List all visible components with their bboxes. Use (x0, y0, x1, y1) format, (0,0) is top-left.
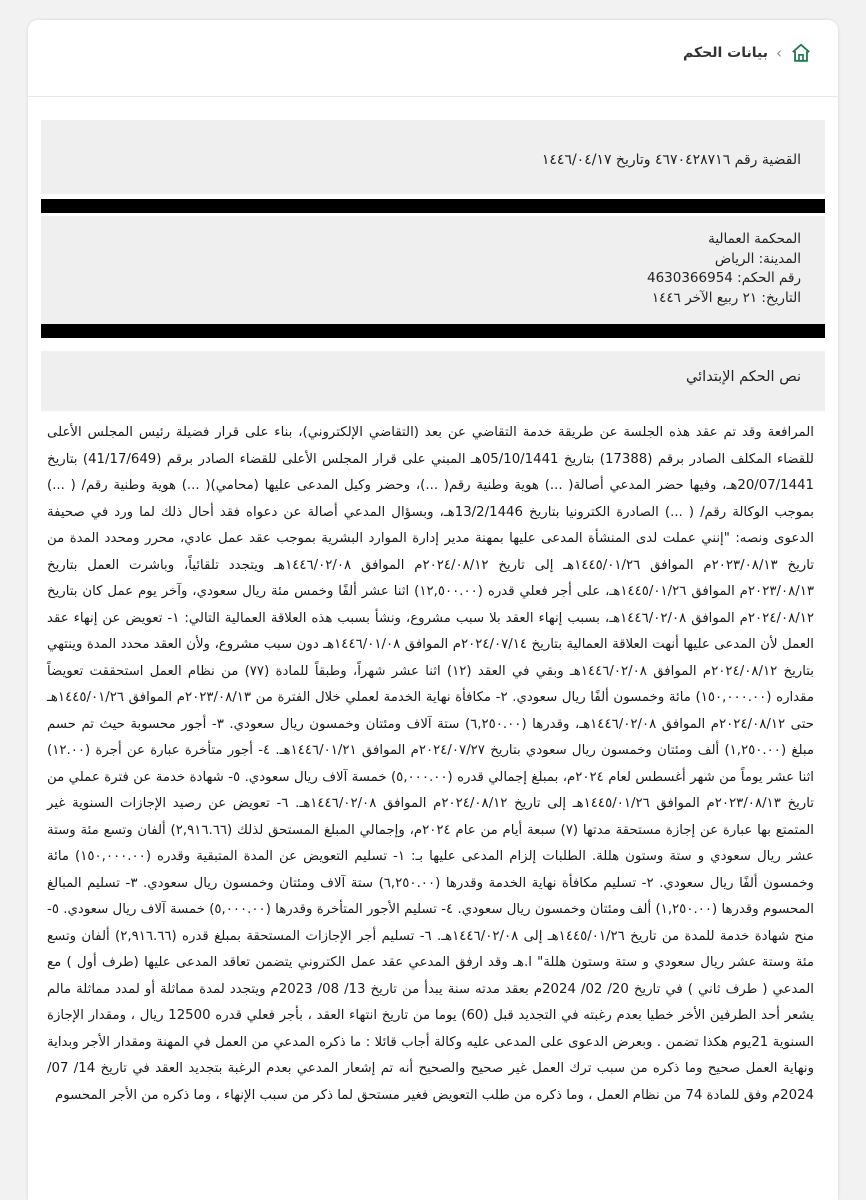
section-divider (41, 199, 825, 213)
case-title: القضية رقم ٤٦٧٠٤٢٨٧١٦ وتاريخ ١٤٤٦/٠٤/١٧ (541, 152, 801, 168)
judgment-date: التاريخ: ٢١ ربيع الآخر ١٤٤٦ (651, 289, 801, 306)
court-name: المحكمة العمالية (708, 231, 801, 247)
section-header-panel (41, 351, 825, 411)
header-divider (28, 96, 838, 97)
judgment-page (28, 20, 838, 1200)
home-icon[interactable] (790, 42, 812, 64)
court-panel (41, 216, 825, 328)
chevron-left-icon: › (776, 44, 782, 62)
court-city: المدينة: الرياض (714, 250, 801, 267)
section-divider (41, 324, 825, 338)
case-panel (41, 120, 825, 194)
judgment-number: رقم الحكم: 4630366954 (646, 270, 801, 286)
section-title: نص الحكم الإبتدائي (686, 369, 801, 385)
judgment-paragraph: المرافعة وقد تم عقد هذه الجلسة عن طريقة خدمة التقاضي عن بعد (التقاضي الإلكتروني)، بناء على قرار فضيلة رئيس المجلس الأعلى للقضاء المكلف الصادر برقم (17388) بتاريخ 05/10/1441هـ المبني على قرار المجلس الأعلى للقضاء الصادر برقم (41/17/649) بتاريخ 20/07/1441هـ، وفيها حضر المدعي أصالة( ...) هوية وطنية رقم( ...)، وحضر وكيل المدعى عليها (محامي)( ...) هوية وطنية رقم/ ( ...) بموجب الوكالة رقم/ ( ...) الصادرة الكترونيا بتاريخ 13/2/1446هـ، وبسؤال المدعي أصالة عن دعواه فقد أحال ذلك لما ورد في صحيفة الدعوى ونصه: "إنني عملت لدى المنشأة المدعى عليها بمهنة مدير إدارة الموارد البشرية بموجب عقد عمل عادي، محرر ومحدد المدة من تاريخ ٢٠٢٣/٠٨/١٣م الموافق ١٤٤٥/٠١/٢٦هـ إلى تاريخ ٢٠٢٤/٠٨/١٢م الموافق ١٤٤٦/٠٢/٠٨هـ ويتجدد تلقائياً، وباشرت العمل بتاريخ ٢٠٢٣/٠٨/١٣م الموافق ١٤٤٥/٠١/٢٦هـ، على أجر فعلي قدره (١٢,٥٠٠.٠٠) اثنا عشر ألفًا وخمس مئة ريال سعودي، وآخر يوم عمل كان بتاريخ ٢٠٢٤/٠٨/١٢م الموافق ١٤٤٦/٠٢/٠٨هـ، بسبب إنهاء العقد بلا سبب مشروع، ونشأ بسبب هذه العلاقة العمالية التالي: ١- تعويض عن إنهاء عقد العمل لأن المدعى عليها أنهت العلاقة العمالية بتاريخ ٢٠٢٤/٠٧/١٤م الموافق ١٤٤٦/٠١/٠٨هـ دون سبب مشروع، ولأن العقد محدد المدة وينتهي بتاريخ ٢٠٢٤/٠٨/١٢م الموافق ١٤٤٦/٠٢/٠٨هـ وبقي في العقد (١٢) اثنا عشر شهراً، وطبقاً للمادة (٧٧) من نظام العمل استحققت تعويضاً مقداره (١٥٠,٠٠٠.٠٠) مائة وخمسون ألفًا ريال سعودي. ٢- مكافأة نهاية الخدمة لعملي خلال الفترة من ٢٠٢٣/٠٨/١٣م الموافق ١٤٤٥/٠١/٢٦هـ حتى ٢٠٢٤/٠٨/١٢م الموافق ١٤٤٦/٠٢/٠٨هـ، وقدرها (٦,٢٥٠.٠٠) ستة آلاف ومئتان وخمسون ريال سعودي. ٣- أجور محسوبة حيث تم حسم مبلغ (١,٢٥٠.٠٠) ألف ومئتان وخمسون ريال سعودي بتاريخ ٢٠٢٤/٠٧/٢٧م الموافق ١٤٤٦/٠١/٢١هـ. ٤- أجور متأخرة عبارة عن أجرة (١٢.٠٠) اثنا عشر يوماً من شهر أغسطس لعام ٢٠٢٤م، بمبلغ إجمالي قدره (٥,٠٠٠.٠٠) خمسة آلاف ريال سعودي. ٥- شهادة خدمة عن فترة عملي من تاريخ ٢٠٢٣/٠٨/١٣م الموافق ١٤٤٥/٠١/٢٦هـ إلى تاريخ ٢٠٢٤/٠٨/١٢م الموافق ١٤٤٦/٠٢/٠٨هـ. ٦- تعويض عن رصيد الإجازات السنوية غير المتمتع بها عبارة عن إجازة مستحقة مدتها (٧) سبعة أيام من عام ٢٠٢٤م، وإجمالي المبلغ المستحق لذلك (٢,٩١٦.٦٦) ألفان وتسع مئة وستة عشر ريال سعودي و ستة وستون هللة. الطلبات إلزام المدعى عليها بـ: ١- تسليم التعويض عن المدة المتبقية وقدره (١٥٠,٠٠٠.٠٠) مائة وخمسون ألفًا ريال سعودي. ٢- تسليم مكافأة نهاية الخدمة وقدرها (٦,٢٥٠.٠٠) ستة آلاف ومئتان وخمسون ريال سعودي. ٣- تسليم المبالغ المحسوم وقدرها (١,٢٥٠.٠٠) ألف ومئتان وخمسون ريال سعودي. ٤- تسليم الأجور المتأخرة وقدرها (٥,٠٠٠.٠٠) خمسة آلاف ريال سعودي. ٥- منح شهادة خدمة للمدة من تاريخ ١٤٤٥/٠١/٢٦هـ إلى ١٤٤٦/٠٢/٠٨هـ. ٦- تسليم أجر الإجازات المستحقة بمبلغ قدره (٢,٩١٦.٦٦) ألفان وتسع مئة وستة عشر ريال سعودي و ستة وستون هللة" ا.هـ وقد ارفق المدعي عقد عمل الكتروني يتضمن تعاقد المدعى عليها (طرف أول ) مع المدعي ( طرف ثاني ) في تاريخ 20/ 02/ 2024م بعقد مدته سنة يبدأ من تاريخ 13/ 08/ 2023م ويتجدد لمدة مماثلة أو لمدد مماثلة مالم يشعر أحد الطرفين الأخر خطيا بعدم رغبته في التجديد قبل (60) يوما من تاريخ انتهاء العقد ، بأجر فعلي قدره 12500 ريال ، ومقدار الإجازة السنوية 21يوم هكذا تضمن . وبعرض الدعوى على المدعى عليه وكالة أجاب قائلا : ما ذكره المدعي من العمل في المهنة ومقدار الأجر وبداية ونهاية العمل صحيح وما ذكره من سبب ترك العمل غير صحيح والصحيح أنه تم إشعار المدعي بعدم الرغبة بتجديد العقد في تاريخ 14/ 07/ 2024م وفق للمادة 74 من نظام العمل ، وما ذكره من طلب التعويض فغير مستحق لما ذكر من سبب الإنهاء ، وما ذكره من الأجر المحسوم (47, 425, 815, 1103)
breadcrumb (683, 42, 812, 64)
breadcrumb-current: بيانات الحكم (683, 45, 768, 61)
judgment-text (47, 420, 814, 1109)
court-info (647, 230, 801, 308)
